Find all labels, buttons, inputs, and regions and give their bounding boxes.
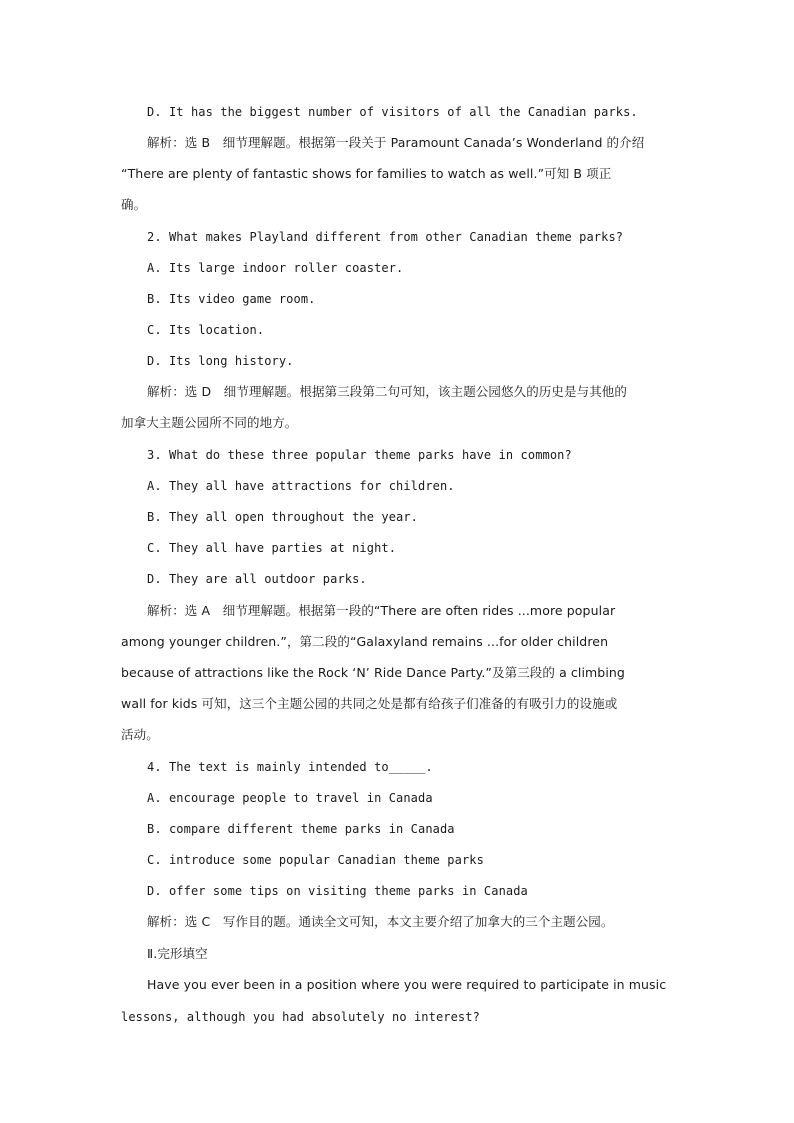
option-3a: A. They all have attractions for children.	[147, 479, 455, 493]
section-heading: Ⅱ.完形填空	[147, 946, 208, 961]
option-2d: D. Its long history.	[147, 354, 294, 368]
question-4: 4. The text is mainly intended to_____.	[147, 760, 433, 774]
option-4c: C. introduce some popular Canadian theme parks	[147, 853, 484, 867]
analysis-4-line-1: 解析：选 C 写作目的题。通读全文可知，本文主要介绍了加拿大的三个主题公园。	[147, 914, 614, 929]
analysis-3-line-2: among younger children.”，第二段的“Galaxyland remains ...for older children	[121, 634, 609, 649]
option-4d: D. offer some tips on visiting theme parks in Canada	[147, 884, 528, 898]
passage-line-2: lessons, although you had absolutely no interest?	[121, 1010, 480, 1024]
option-1d: D. It has the biggest number of visitors of all the Canadian parks.	[147, 105, 638, 119]
question-2: 2. What makes Playland different from other Canadian theme parks?	[147, 230, 624, 244]
analysis-3-line-1: 解析：选 A 细节理解题。根据第一段的“There are often rides ...more popular	[147, 603, 616, 618]
option-3b: B. They all open throughout the year.	[147, 510, 419, 524]
option-2a: A. Its large indoor roller coaster.	[147, 261, 404, 275]
option-2c: C. Its location.	[147, 323, 265, 337]
analysis-1-line-1: 解析：选 B 细节理解题。根据第一段关于 Paramount Canada’s Wonderland 的介绍	[147, 135, 645, 150]
option-4a: A. encourage people to travel in Canada	[147, 791, 433, 805]
option-4b: B. compare different theme parks in Canada	[147, 822, 455, 836]
analysis-3-line-5: 活动。	[121, 727, 159, 742]
passage-line-1: Have you ever been in a position where you were required to participate in music	[147, 977, 667, 992]
analysis-2-line-1: 解析：选 D 细节理解题。根据第三段第二句可知，该主题公园悠久的历史是与其他的	[147, 384, 627, 399]
analysis-3-line-4: wall for kids 可知，这三个主题公园的共同之处是都有给孩子们准备的有吸引力的设施或	[121, 696, 618, 711]
question-3: 3. What do these three popular theme parks have in common?	[147, 448, 572, 462]
analysis-1-line-2: “There are plenty of fantastic shows for families to watch as well.”可知 B 项正	[121, 166, 612, 181]
option-3c: C. They all have parties at night.	[147, 541, 397, 555]
option-3d: D. They are all outdoor parks.	[147, 572, 367, 586]
analysis-3-line-3: because of attractions like the Rock ‘N’ Ride Dance Party.”及第三段的 a climbing	[121, 665, 625, 680]
analysis-1-line-3: 确。	[121, 197, 147, 212]
analysis-2-line-2: 加拿大主题公园所不同的地方。	[121, 415, 298, 430]
option-2b: B. Its video game room.	[147, 292, 316, 306]
